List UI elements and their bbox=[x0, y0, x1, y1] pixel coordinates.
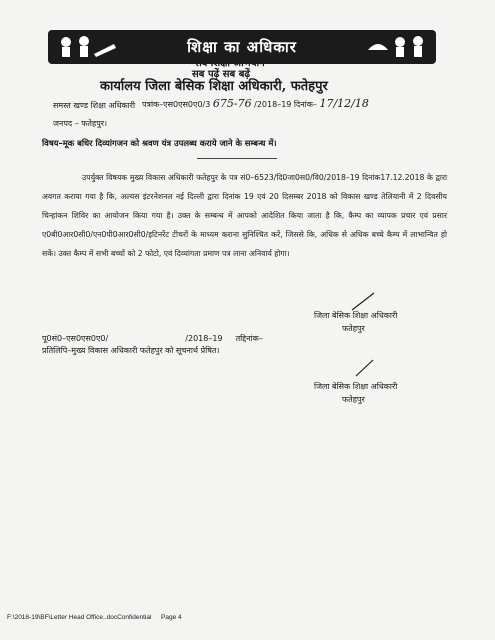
divider bbox=[197, 158, 277, 159]
children-illustration-icon bbox=[54, 32, 124, 62]
body-paragraph: उपर्युक्त विषयक मुख्य विकास अधिकारी फतेहपुर के पत्र सं0–6523/दि0जा0स0/वि0/2018–19 दिनांक17.12.2018 के द्वारा अवगत कराया गया है कि, अल्यस इंटरनेशनल नई दिल्ली द्वारा दिनांक 19 एवं 20 दिसम्बर 2018 को विकास खण्ड तेलियानी में 2 दिवसीय चिन्हांकन शिविर का आयोजन किया गया है। उक्त के सम्बन्ध में आपको आदेशित किया जाता है कि, कैम्प का व्यापक प्रचार एवं प्रसार ए0बी0आर0सी0/एन0पी0आर0सी0/इटिनरेंट टीचरों के माध्यम कराना सुनिश्चित करें, जिससे कि, अधिक से अधिक बच्चे कैम्प में लाभान्वित हो सकें। उक्त कैम्प में सभी बच्चों को 2 फोटो, एवं दिव्यांगता प्रमाण पत्र लाना अनिवार्य होगा। bbox=[42, 173, 447, 258]
signature-1-title: जिला बेसिक शिक्षा अधिकारी bbox=[314, 311, 398, 320]
subject-line: विषय–मूक बधिर दिव्यांगजन को श्रवण यंत्र उपलब्ध कराये जाने के सम्बन्ध में। bbox=[42, 138, 277, 148]
children-illustration-icon bbox=[360, 32, 430, 62]
addressee-line-1: समस्त खण्ड शिक्षा अधिकारी bbox=[53, 101, 136, 110]
ref-prefix: पत्रांक–एस0एस0ए0/3 bbox=[142, 100, 211, 109]
ref-year: /2018–19 दिनांक– bbox=[254, 100, 317, 109]
signature-1-place: फतेहपुर bbox=[342, 324, 365, 333]
slogan-line-2: सब पढ़ें सब बढ़ें bbox=[192, 69, 251, 80]
slogan-line-1: सर्व शिक्षा अभियान bbox=[195, 58, 265, 69]
document-footer bbox=[7, 614, 182, 621]
copy-ref-prefix: पू0सं0–एस0एस0ए0/ bbox=[42, 334, 109, 343]
copy-ref-middle: /2018–19 bbox=[185, 334, 223, 343]
banner-title: शिक्षा का अधिकार bbox=[187, 38, 297, 56]
ref-handwritten-date: 17/12/18 bbox=[319, 97, 369, 110]
signature-2-place: फतेहपुर bbox=[342, 395, 365, 404]
footer-page: Page 4 bbox=[161, 614, 182, 621]
footer-path: F:\2018-19\BF\Letter Head Office..docConfidential bbox=[7, 614, 152, 621]
copy-ref-line bbox=[42, 333, 263, 344]
copy-to-line: प्रतिलिपि–मुख्य विकास अधिकारी फतेहपुर को सूचनार्थ प्रेषित। bbox=[42, 346, 220, 355]
addressee-line-2: जनपद – फतेहपुर। bbox=[53, 119, 108, 128]
reference-line bbox=[142, 97, 369, 110]
signature-2-title: जिला बेसिक शिक्षा अधिकारी bbox=[314, 382, 398, 391]
ref-handwritten-number: 675-76 bbox=[212, 97, 252, 110]
office-title: कार्यालय जिला बेसिक शिक्षा अधिकारी, फतेहपुर bbox=[100, 79, 328, 94]
copy-ref-date-label: तद्दिनांक– bbox=[235, 334, 263, 343]
signature-mark bbox=[353, 357, 377, 379]
